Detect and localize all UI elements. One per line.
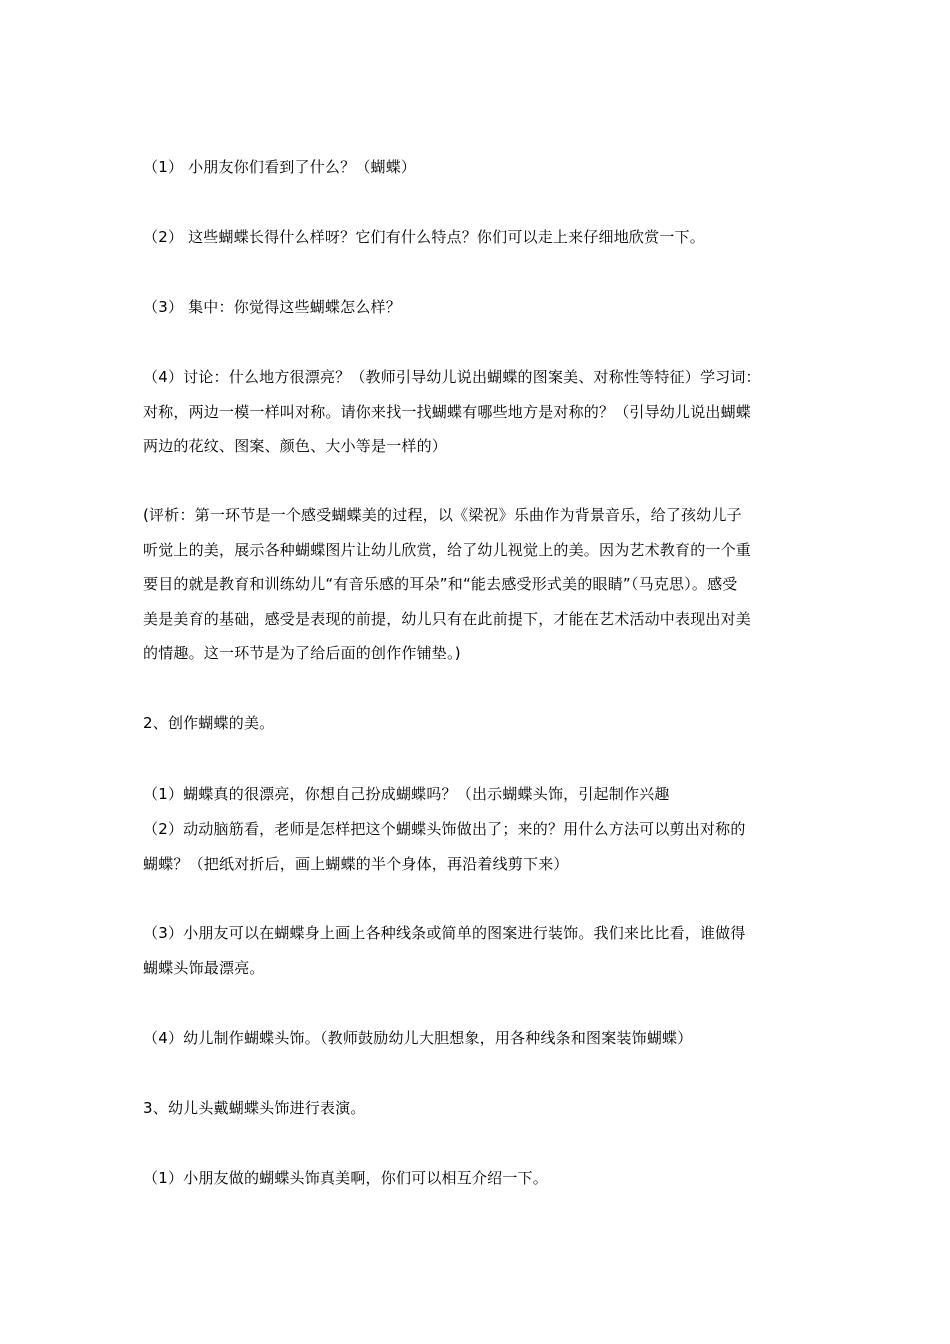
question-4 [143,360,813,464]
section-3-heading: 3、幼儿头戴蝴蝶头饰进行表演。 [143,1099,366,1117]
question-2: （2） 这些蝴蝶长得什么样呀？它们有什么特点？你们可以走上来仔细地欣赏一下。 [143,228,705,246]
question-3: （3） 集中：你觉得这些蝴蝶怎么样？ [143,298,401,316]
section-2-item-1: （1）蝴蝶真的很漂亮，你想自己扮成蝴蝶吗？（出示蝴蝶头饰，引起制作兴趣 [143,785,670,803]
section-2-item-2-line: 蝴蝶？（把纸对折后，画上蝴蝶的半个身体，再沿着线剪下来） [143,854,569,873]
section-2-item-3-line: （3）小朋友可以在蝴蝶身上画上各种线条或简单的图案进行装饰。我们来比比看，谁做得 [143,924,746,942]
section-2-item-2 [143,812,813,881]
question-1: （1） 小朋友你们看到了什么？（蝴蝶） [143,158,417,176]
commentary-line: 要目的就是教育和训练幼儿“有音乐感的耳朵”和“能去感受形式美的眼睛”（马克思）。感受 [143,575,738,593]
commentary-line: 美是美育的基础，感受是表现的前提，幼儿只有在此前提下，才能在艺术活动中表现出对美 [143,609,752,628]
commentary-line: (评析：第一环节是一个感受蝴蝶美的过程，以《梁祝》乐曲作为背景音乐，给了孩幼儿子 [143,506,742,524]
question-4-line: 两边的花纹、图案、颜色、大小等是一样的） [143,437,448,455]
section-2-item-4: （4）幼儿制作蝴蝶头饰。（教师鼓励幼儿大胆想象，用各种线条和图案装饰蝴蝶） [143,1029,693,1047]
section-3-item-1: （1）小朋友做的蝴蝶头饰真美啊，你们可以相互介绍一下。 [143,1169,548,1187]
commentary-line: 听觉上的美，展示各种蝴蝶图片让幼儿欣赏，给了幼儿视觉上的美。因为艺术教育的一个重 [143,540,752,559]
section-2-item-3 [143,916,813,985]
commentary-paragraph [143,498,813,671]
section-2-heading: 2、创作蝴蝶的美。 [143,714,275,732]
commentary-line: 的情趣。这一环节是为了给后面的创作作铺垫。) [143,644,461,662]
section-2-item-2-line: （2）动动脑筋看，老师是怎样把这个蝴蝶头饰做出了；来的？用什么方法可以剪出对称的 [143,820,746,838]
question-4-line: （4）讨论：什么地方很漂亮？（教师引导幼儿说出蝴蝶的图案美、对称性等特征）学习词： [143,368,761,386]
question-4-line: 对称，两边一模一样叫对称。请你来找一找蝴蝶有哪些地方是对称的？（引导幼儿说出蝴蝶 [143,402,752,421]
section-2-item-3-line: 蝴蝶头饰最漂亮。 [143,958,265,977]
